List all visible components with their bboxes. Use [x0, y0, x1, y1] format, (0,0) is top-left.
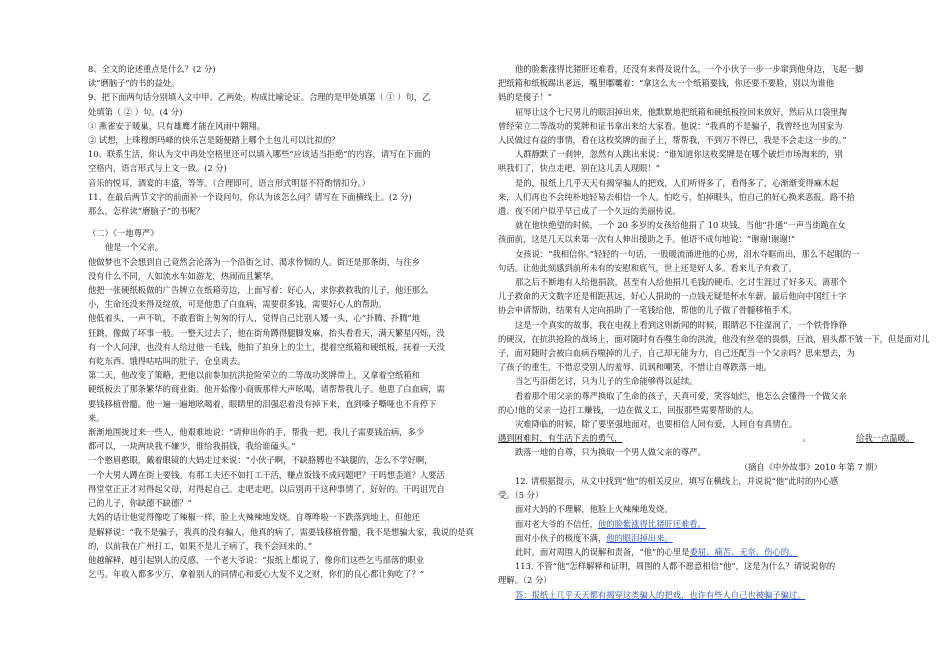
question-13	[498, 559, 904, 587]
answer-text: 他的脸紫涨得比猪肝还难看。	[597, 518, 706, 529]
answer-prompt: 面对老大爷的不信任，	[515, 518, 598, 529]
text-line: 灾难降临的时候，除了要坚强地面对，也要相信人间有爱，人间自有真情在。	[515, 419, 798, 430]
text-line: 了孩子的重生，不惜忍受别人的羞辱、讥讽和嘲笑，不惜让自尊跌落一地。	[498, 362, 772, 373]
text-line: ② 试想，上珠穆朗玛峰的快乐岂是随便踏上哪个土包儿可以比拟的？	[88, 135, 340, 146]
answer-prompt: 面对大妈的不理解，他脸上火辣辣地发烧。	[515, 504, 673, 515]
underline-answer-a: 给我一点温暖。	[856, 433, 915, 444]
text-line: 的心!他的父亲一边打工赚钱，一边在做义工，回报那些需要帮助的人。	[498, 404, 759, 415]
text-line: 有一个人问津，也没有人给过他一毛钱，他拍了拍身上的尘土，提着空纸箱和硬纸板，抚着一天没	[88, 341, 445, 352]
passage-part-2	[498, 62, 930, 431]
text-line: 协会申请帮助，结果有人定向捐助了一笔钱给他，帮他的儿子做了骨髓移植手术。	[498, 305, 797, 316]
answer-line	[498, 531, 904, 545]
answer-prompt: 面对小伙子的极度不满，	[515, 532, 607, 543]
text-line: 他低着头，一声不吭，不敢看街上匆匆的行人，觉得自己比别人矮一头，心“扑腾、扑腾”地	[88, 313, 421, 324]
text-line: 10、联系生活，你认为文中再处空格里还可以填入哪些“应该适当拒绝”的内容，请写在下面的	[88, 149, 431, 160]
text-line: 他的脸紫涨得比猪肝还难看，还没有来得及说什么，一个小伙子一步一步窜到他身边，飞起一脚	[515, 64, 864, 74]
text-line: 大妈的话让他觉得像吃了辣椒一样，脸上火辣辣地发烧。自尊哗啦一下跌落到地上，但他还	[88, 512, 420, 523]
text-line: 孩面前，这是几天以来第一次有人伸出援助之手。他语不成句地说：“谢谢!谢谢!”	[498, 234, 796, 245]
answer-text: 他的眼泪掉出来。	[606, 532, 673, 543]
text-line: 的，以前我在广州打工，如果不是儿子病了，我不会回来的。”	[88, 540, 313, 551]
answer-text: 委屈、痛苦、无奈、伤心的。	[689, 546, 798, 557]
text-line: 这是一个真实的故事，我在电视上看到这则新闻的时候，眼睛忍不住湿润了，一个铁骨铮铮	[515, 319, 847, 330]
questions-8-11	[88, 62, 494, 218]
text-line: 人民做过有益的事情，看在这枚奖牌的面子上，帮帮我，不到万不得已，我是不会走这一步的。”	[498, 135, 847, 146]
text-line: 狂跳，像做了坏事一般。一整天过去了，他在街角蹲得腿脚发麻，抬头看看天，满天繁星闪烁，没	[88, 327, 445, 338]
text-line: 要钱移植骨髓。他一遍一遍地吆喝着，眼睛里的泪强忍着没有掉下来，直到嗓子嘶哑也不肯停下	[88, 398, 437, 409]
text-line: 女孩说：“我相信你。”轻轻的一句话，一股暖流涌进他的心房，泪水夺眶而出，那么不起眼的一	[515, 248, 860, 259]
text-line: 音乐的悦耳，酒宴的丰盛，等等。（合理即可，语言形式明显不符酌情扣分。）	[88, 177, 371, 188]
text-line: 看着那个用父亲的尊严换取了生命的孩子，天真可爱，笑容灿烂，他怎么会懂得一个做父亲	[515, 390, 847, 401]
text-line: 人群静默了一刹钟，忽然有人跳出来说：“谁知道你这枚奖牌是在哪个破烂市场淘来的，别	[515, 149, 843, 160]
text-line: 有吃东西、饿得咕咕叫的肚子，仓皇离去。	[88, 356, 246, 367]
text-line: 来，人们再也不会纯朴地轻易去相信一个人。怕吃亏，怕掉眼头，怕自己的好心换来恶报。路不拾	[498, 191, 855, 202]
text-line: 8、全文的论述重点是什么？(2 分)	[88, 64, 216, 74]
text-line: 他是一个父亲。	[105, 242, 164, 253]
text-line: 子，面对随时会被白血病吞噬掉的儿子，自己却无能为力，自己还配当一个父亲吗？思来想去，为	[498, 348, 855, 359]
section-title: （二）《一地尊严》	[88, 228, 159, 239]
text-line: 把纸箱和纸板踢出老远，嘴里嘟囔着：“拿这么大一个纸箱要钱，你还要不要脸，别以为谁他	[498, 78, 835, 89]
text-line: 是解释说：“我不是骗子，我真的没有骗人，他真的病了，需要钱移植骨髓，我不是想骗大家，我说的是真	[88, 526, 474, 537]
text-line: 一个大男人蹲在街上要钱。有那工夫还不如打工干活，赚点饭钱不成问题吧？干吗想歪道？人要活	[88, 469, 445, 480]
question-12	[498, 474, 904, 502]
text-line: 句话。让他此刻感到前所未有的安慰和底气，世上还是好人多。看来儿子有救了。	[498, 262, 797, 273]
source-citation: （摘自《中外故事》2010 年第 7 期）	[739, 461, 882, 472]
text-line: 处填第（ ② ）句。(4 分)	[88, 106, 183, 117]
text-line: 当乞丐沿街乞讨，只为儿子的生命能够得以延续。	[515, 376, 698, 387]
text-line: 渐渐地围拢过来一些人，他艰难地说：“请伸出你的手，帮我一把，我儿子需要钱治病，多少	[88, 427, 425, 438]
text-line: 一个憨眉憨眼，戴着眼镜的大妈走过来说：“小伙子啊，不缺胳膊也不缺腿的，怎么不学好啊，	[88, 455, 433, 466]
passage-part-1	[88, 240, 494, 581]
text-line: 都可以，一块两块我不嫌少，谁给我捐钱，我给谁磕头。”	[88, 441, 296, 452]
text-line: 理解。（2 分）	[498, 575, 552, 586]
text-line: 他把一张硬纸板做的广告牌立在纸箱旁边，上面写着：好心人，求你救救我的儿子，他还那么	[88, 285, 429, 296]
spacer	[88, 218, 494, 226]
text-line: 那么，怎样读“磨脑子”的书呢？	[88, 206, 205, 217]
text-line: 受。（5 分）	[498, 490, 544, 501]
left-column	[88, 62, 494, 581]
text-line: 儿子救命的天文数字还是相距甚远，好心人捐助的一点钱无疑是杯水车薪。最后他向中国红十字	[498, 291, 847, 302]
question-12-answers	[498, 502, 904, 559]
text-line: 乞丐。年收入都多少万，拿着别人的同情心和爱心大发不义之财，你们的良心都让狗吃了？”	[88, 569, 425, 580]
text-line: 曾经荣立二等战功的奖牌和证书拿出来给大家看。他说：“我真的不是骗子，我曾经也为国家为	[498, 120, 843, 131]
text-line: 屈辱让这个七尺男儿的眼泪掉出来，他默默地把纸箱和硬纸板捡回来放好，然后从口袋里掏	[515, 106, 847, 117]
text-line: 那之后不断地有人给他捐款，甚至有人给他捐几毛钱的硬币，乞讨生涯过了好多天。离那个	[515, 277, 847, 288]
answer-line	[498, 545, 904, 559]
right-column	[498, 62, 930, 602]
text-line: 没有什么不同，人如流水车如游龙，热闹而且繁华。	[88, 270, 279, 281]
answer-prompt: 此时，面对周围人的误解和责备，“他”的心里是	[515, 546, 690, 557]
text-line: 11、在最后两节文字的前面补一个设问句，你认为该怎么问？请写在下面横线上。(2 分)	[88, 191, 412, 202]
question-13-answer: 答：报纸上几乎天天都有揭穿这类骗人的把戏，也许有些人自己也被骗子骗过。	[515, 589, 806, 600]
answer-line	[498, 517, 904, 531]
text-line: 读“磨脑子”的书的益处。	[88, 78, 180, 89]
text-line: 空格内，语言形式与上文一致。(2 分)	[88, 163, 227, 174]
text-line: 己的儿子，你缺德不缺德？”	[88, 498, 192, 509]
text-line: 是的，报纸上几乎天天有揭穿骗人的把戏，人们听得多了，看得多了，心渐渐变得麻木起	[515, 177, 839, 188]
underline-answer-b: 遇到困难时，有生活下去的勇气，	[498, 433, 623, 444]
passage-underline-line: 遇到困难时，有生活下去的勇气， 。 给我一点温暖。	[498, 433, 915, 444]
text-line: 小，生命还没来得及绽放，可是他患了白血病，需要很多钱，需要好心人的帮助。	[88, 299, 387, 310]
text-line: 得堂堂正正才对得起父母，对得起自己。走吧走吧。以后别再干这种事情了，好好的。干吗诅咒自	[88, 483, 445, 494]
text-line: 12. 请根据提示，从文中找到“他”的相关反应，填写在横线上，并说说“他”此时的内心感	[515, 475, 839, 486]
text-line: 遗、夜不闭户似乎早已成了一个久远的美丽传说。	[498, 206, 681, 217]
text-line: 硬纸板去了那条繁华的商业街。他开始像小商贩那样大声吆喝，请帮帮我儿子。他患了白血病，需	[88, 384, 445, 395]
text-line: 哄我们了，快点走吧，别在这儿丢人现眼！”	[498, 163, 660, 174]
closing-line: 跌落一地的自尊，只为换取一个男人做父亲的尊严。	[515, 447, 706, 458]
text-line: 他越解释，越引起别人的反感，一个老大爷说：“报纸上都说了，像你们这些乞丐部落的职业	[88, 554, 425, 565]
text-line: 来。	[88, 412, 105, 423]
text-line: 的硬汉，在抗洪抢险的战场上，面对随时有吞噬生命的洪流，他没有丝毫的畏惧，巨浪，眉头都不皱一下，但是面对儿	[498, 333, 930, 344]
text-line: 妈的是傻子！”	[498, 92, 553, 103]
text-line: 就在他快绝望的时候，一个 20 多岁的女孩给他捐了 10 块钱，当他“扑通”一声当街跪在女	[515, 220, 846, 231]
answer-line	[498, 502, 904, 516]
text-line: ① 燕雀安于暖巢，只有雄鹰才能在风雨中翱翔。	[88, 120, 265, 131]
text-line: 113. 不管“他”怎样解释和证明，周围的人都不愿意相信“他”，这是为什么？请说说你的	[515, 561, 836, 572]
text-line: 他做梦也不会想到自己竟然会沦落为一个沿街乞讨、渴求怜悯的人。街还是那条街，与往乡	[88, 256, 420, 267]
text-line: 第二天，他改变了策略，把他以前参加抗洪抢险荣立的二等战功奖牌带上，又拿着空纸箱和	[88, 370, 420, 381]
text-line: 9、把下面两句话分别填入文中甲、乙两处，构成比喻论证。合理的是甲处填第（ ① ）句，乙	[88, 92, 431, 103]
